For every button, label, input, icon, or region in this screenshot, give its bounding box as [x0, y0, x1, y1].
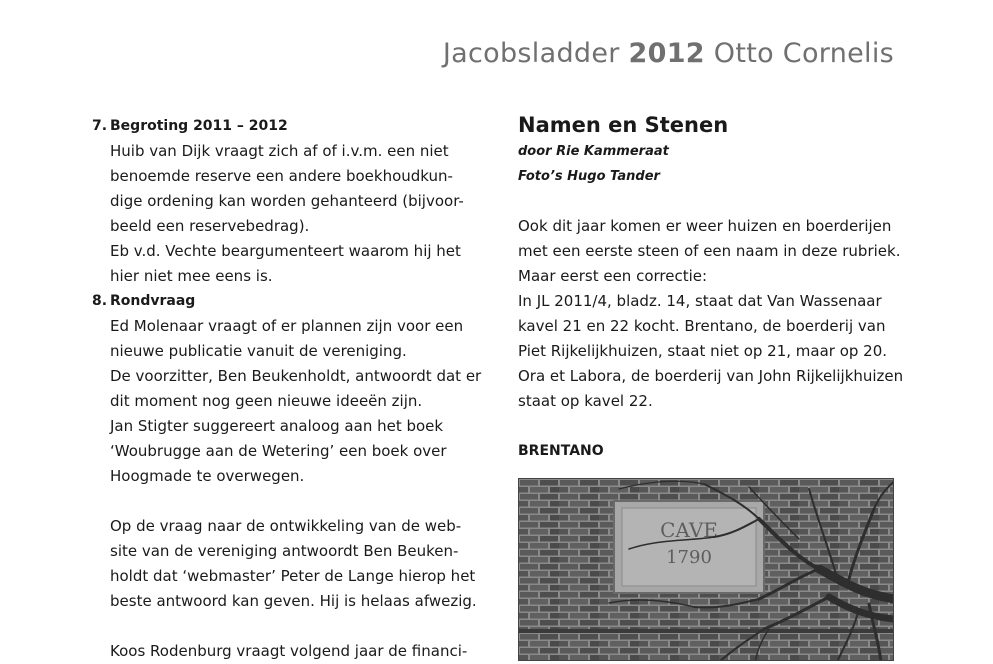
text-line: benoemde reserve een andere boekhoudkun- [110, 167, 453, 185]
header-year: 2012 [628, 38, 705, 69]
text-line: Ook dit jaar komen er weer huizen en boerderijen [518, 217, 892, 235]
text-line: site van de vereniging antwoordt Ben Beuken- [110, 542, 459, 560]
stone-inscription-1: CAVE [660, 518, 718, 542]
item-8-body [92, 314, 482, 664]
text-line: staat op kavel 22. [518, 392, 653, 410]
text-line: Huib van Dijk vraagt zich af of i.v.m. een niet [110, 142, 449, 160]
paragraph-gap [110, 614, 482, 639]
text-line: De voorzitter, Ben Beukenholdt, antwoordt dat er [110, 367, 482, 385]
text-line: beste antwoord kan geven. Hij is helaas afwezig. [110, 592, 477, 610]
text-line: dit moment nog geen nieuwe ideeën zijn. [110, 392, 423, 410]
stone-inscription-2: 1790 [666, 547, 712, 568]
item-7-title: Begroting 2011 – 2012 [110, 118, 288, 134]
item-7-heading [92, 114, 482, 139]
brick-wall-illustration [519, 479, 894, 661]
item-8-heading [92, 289, 482, 314]
right-column [518, 113, 904, 464]
brentano-photo [518, 478, 894, 661]
paragraph-gap [518, 414, 898, 439]
text-line: beeld een reservebedrag). [110, 217, 310, 235]
paragraph-gap [110, 489, 482, 514]
text-line: Jan Stigter suggereert analoog aan het boek [110, 417, 444, 435]
wall-band [519, 629, 894, 633]
text-line: Maar eerst een correctie: [518, 267, 708, 285]
article-title: Namen en Stenen [518, 113, 729, 137]
text-line: Ed Molenaar vraagt of er plannen zijn voor een [110, 317, 464, 335]
text-line: ‘Woubrugge aan de Wetering’ een boek over [110, 442, 447, 460]
text-line: Ora et Labora, de boerderij van John Rijkelijkhuizen [518, 367, 904, 385]
text-line: Eb v.d. Vechte beargumenteert waarom hij het [110, 242, 461, 260]
text-line: hier niet mee eens is. [110, 267, 273, 285]
header-title: Jacobsladder [442, 38, 629, 69]
item-7-number: 7. [92, 118, 108, 134]
header-author: Otto Cornelis [704, 38, 894, 69]
text-line: nieuwe publicatie vanuit de vereniging. [110, 342, 407, 360]
item-8-number: 8. [92, 293, 108, 309]
item-7-body [92, 139, 482, 289]
text-line: In JL 2011/4, bladz. 14, staat dat Van Wassenaar [518, 292, 882, 310]
left-column [92, 114, 482, 664]
paragraph-gap [518, 189, 898, 214]
page-header [443, 38, 894, 69]
text-line: Hoogmade te overwegen. [110, 467, 305, 485]
item-8-title: Rondvraag [110, 293, 196, 309]
text-line: Piet Rijkelijkhuizen, staat niet op 21, maar op 20. [518, 342, 888, 360]
section-heading: BRENTANO [518, 443, 604, 459]
text-line: dige ordening kan worden gehanteerd (bijvoor- [110, 192, 464, 210]
article-author: door Rie Kammeraat [518, 144, 669, 159]
text-line: Op de vraag naar de ontwikkeling van de web- [110, 517, 462, 535]
text-line: met een eerste steen of een naam in deze rubriek. [518, 242, 901, 260]
text-line: holdt dat ‘webmaster’ Peter de Lange hierop het [110, 567, 476, 585]
text-line: kavel 21 en 22 kocht. Brentano, de boerderij van [518, 317, 886, 335]
article-photo-credit: Foto’s Hugo Tander [518, 169, 660, 184]
text-line: Koos Rodenburg vraagt volgend jaar de financi- [110, 642, 468, 660]
